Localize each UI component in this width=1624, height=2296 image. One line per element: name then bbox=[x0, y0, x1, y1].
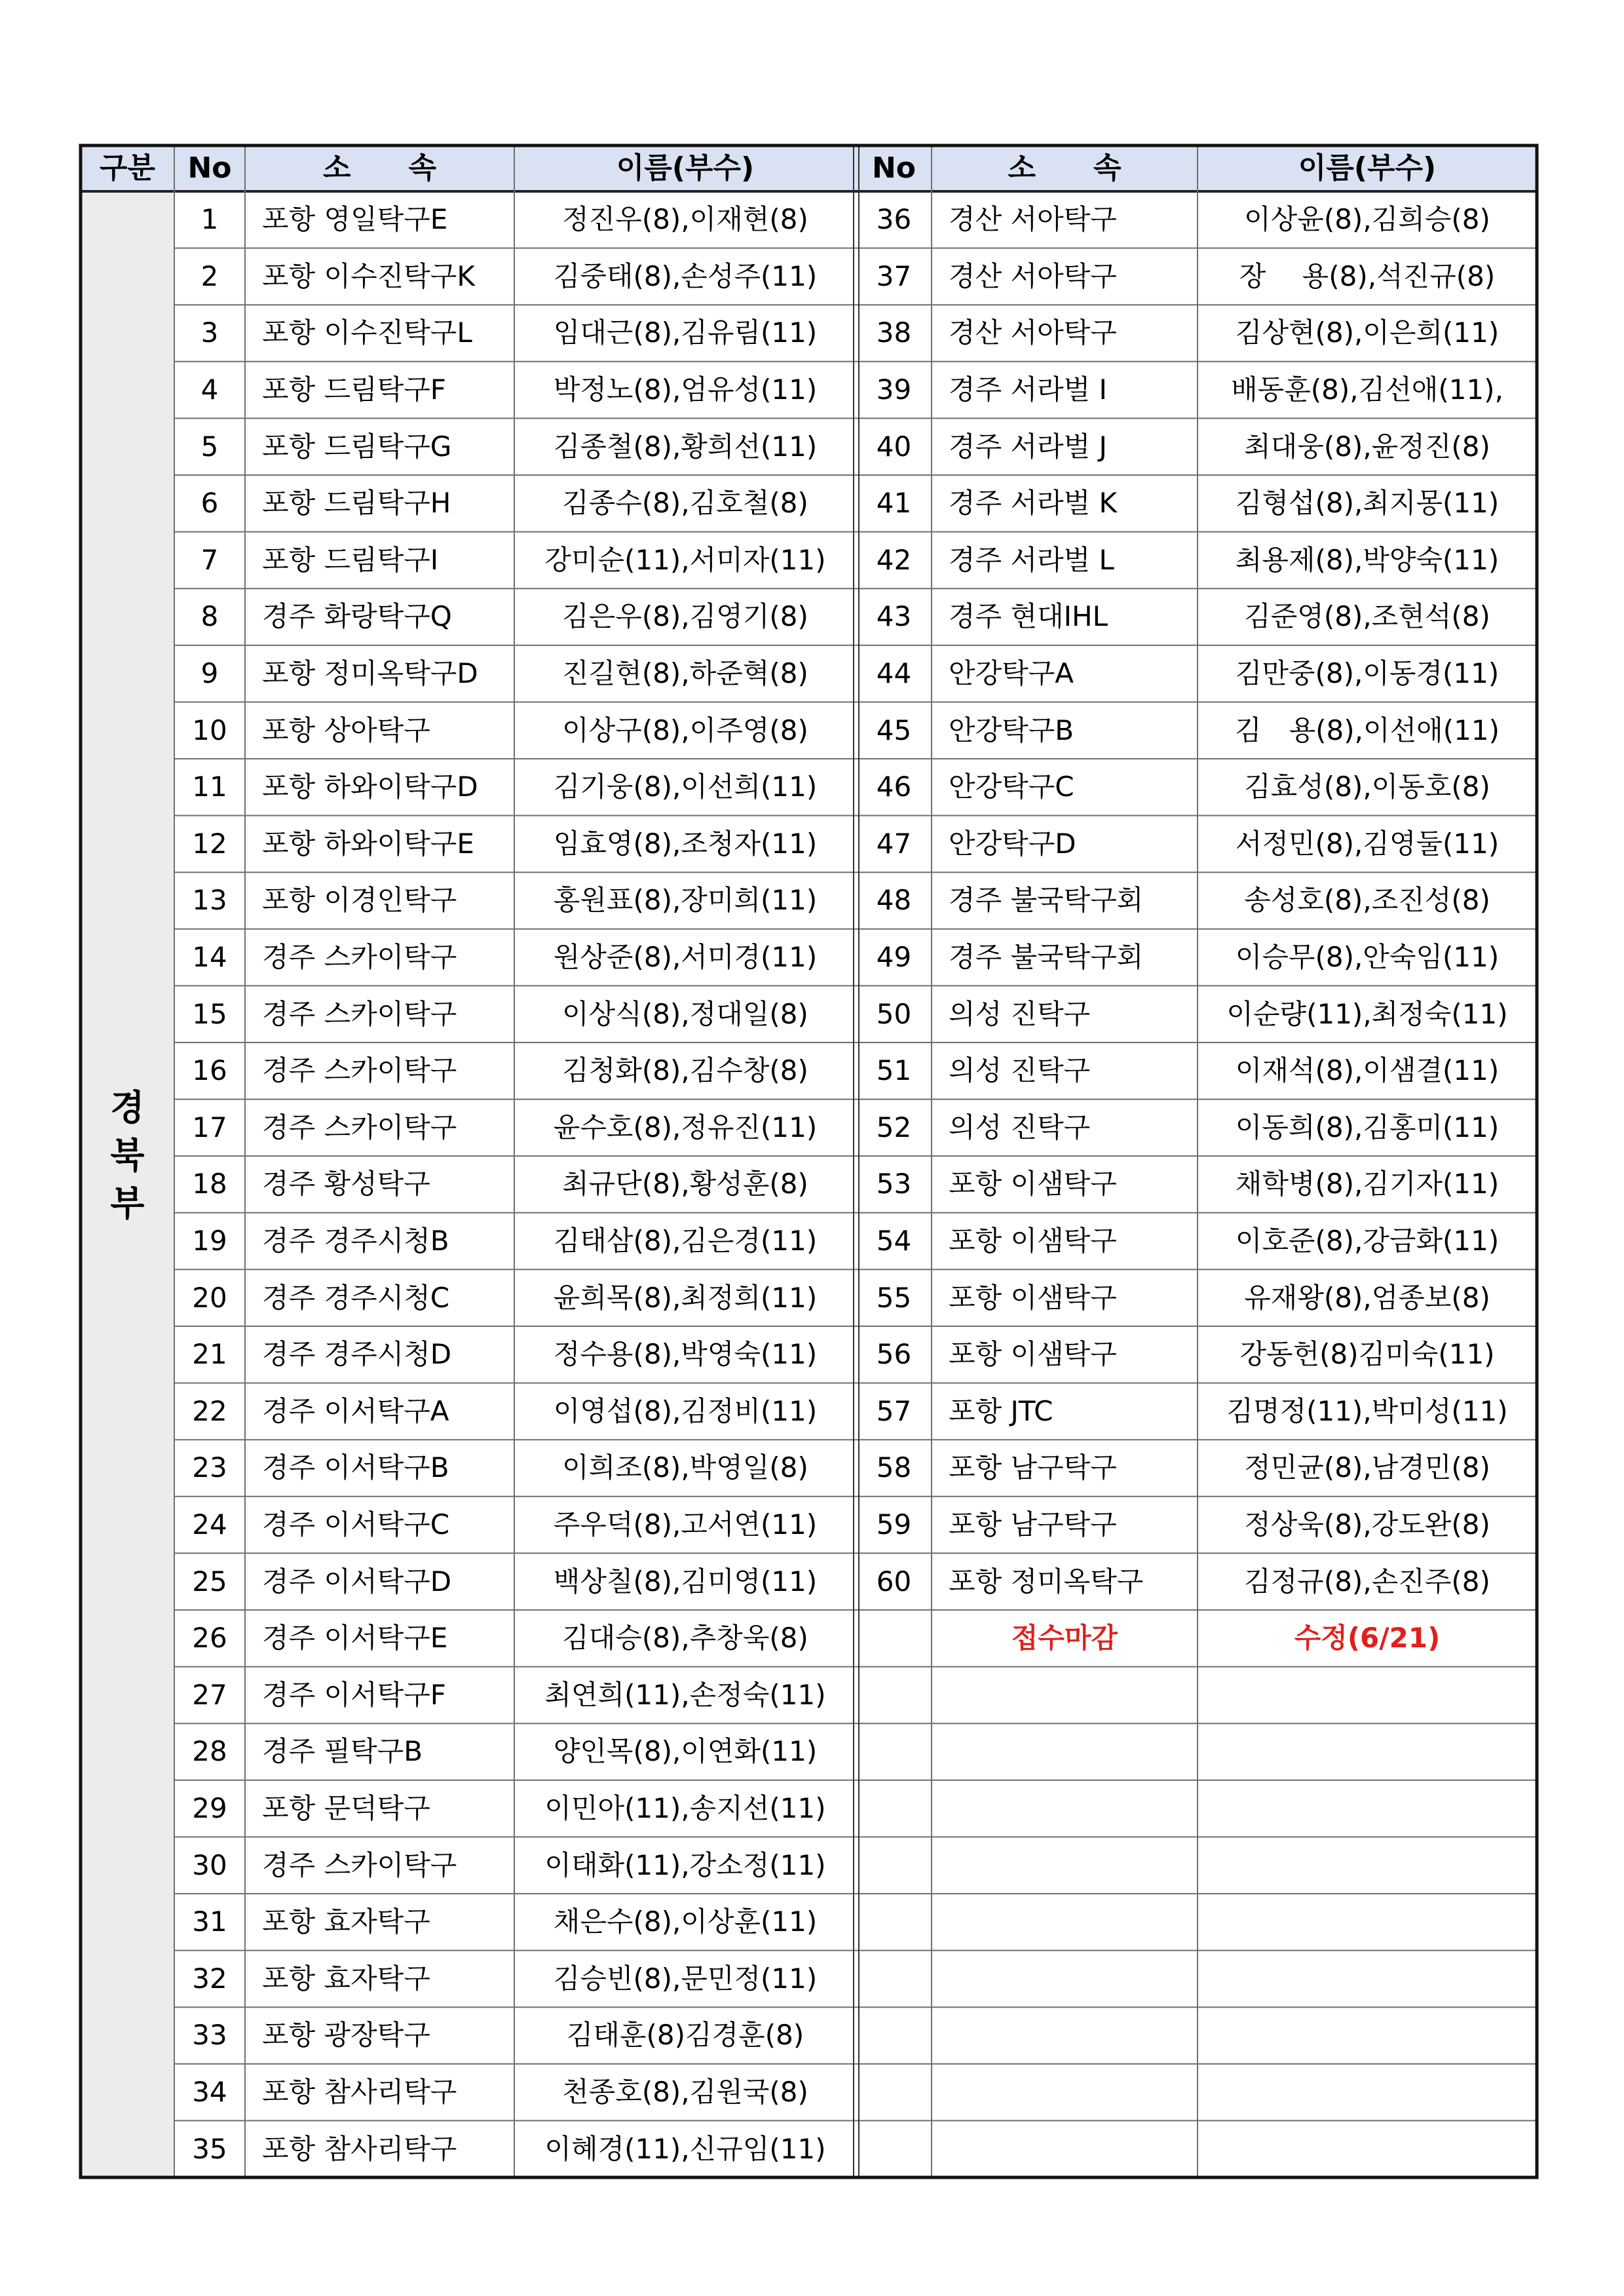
player-names: 이영섭(8),김정비(11) bbox=[553, 1394, 818, 1427]
row-number: 25 bbox=[192, 1565, 227, 1598]
club-name: 포항 남구탁구 bbox=[949, 1508, 1117, 1541]
club-name: 경주 화랑탁구Q bbox=[262, 600, 452, 633]
row-number: 41 bbox=[876, 487, 912, 520]
row-number: 39 bbox=[876, 373, 912, 406]
club-name: 포항 이수진탁구L bbox=[262, 316, 472, 349]
player-names: 천종호(8),김원국(8) bbox=[562, 2076, 808, 2109]
club-name: 경주 스카이탁구 bbox=[262, 997, 457, 1030]
club-name: 경주 이서탁구F bbox=[262, 1678, 446, 1711]
club-name: 경주 서라벌 J bbox=[949, 430, 1107, 463]
player-names: 이승무(8),안숙임(11) bbox=[1235, 941, 1500, 974]
row-number: 11 bbox=[192, 771, 227, 803]
club-name: 의성 진탁구 bbox=[949, 1111, 1091, 1143]
club-name: 경주 스카이탁구 bbox=[262, 941, 457, 974]
club-name: 포항 하와이탁구E bbox=[262, 827, 474, 860]
header-no: No bbox=[871, 151, 916, 185]
row-number: 14 bbox=[192, 941, 227, 974]
club-name: 의성 진탁구 bbox=[949, 997, 1091, 1030]
player-names: 이혜경(11),신규임(11) bbox=[544, 2132, 826, 2165]
player-names: 백상칠(8),김미영(11) bbox=[553, 1565, 818, 1598]
club-name: 포항 광장탁구 bbox=[262, 2019, 430, 2052]
club-name: 포항 이샘탁구 bbox=[949, 1225, 1117, 1257]
club-name: 경산 서아탁구 bbox=[949, 203, 1117, 236]
row-number: 2 bbox=[200, 259, 219, 292]
row-number: 35 bbox=[192, 2132, 227, 2165]
player-names: 김형섭(8),최지몽(11) bbox=[1235, 487, 1500, 520]
row-number: 12 bbox=[192, 827, 227, 860]
header-names: 이름(부수) bbox=[1298, 151, 1437, 185]
player-names: 홍원표(8),장미희(11) bbox=[553, 884, 818, 917]
club-name: 포항 드림탁구I bbox=[262, 543, 439, 576]
player-names: 최용제(8),박양숙(11) bbox=[1235, 543, 1500, 576]
row-number: 3 bbox=[200, 316, 219, 349]
row-number: 52 bbox=[876, 1111, 912, 1143]
player-names: 김기웅(8),이선희(11) bbox=[553, 771, 818, 803]
club-name: 경주 서라벌 L bbox=[949, 543, 1114, 576]
club-name: 안강탁구A bbox=[949, 657, 1074, 690]
header-no: No bbox=[187, 151, 232, 185]
club-name: 포항 이경인탁구 bbox=[262, 884, 457, 917]
player-names: 이상구(8),이주영(8) bbox=[562, 714, 808, 746]
club-name: 경주 스카이탁구 bbox=[262, 1111, 457, 1143]
player-names: 이태화(11),강소정(11) bbox=[544, 1848, 826, 1881]
club-name: 포항 드림탁구F bbox=[262, 373, 446, 406]
row-number: 19 bbox=[192, 1225, 227, 1257]
club-name: 포항 참사리탁구 bbox=[262, 2076, 457, 2109]
player-names: 이순량(11),최정숙(11) bbox=[1226, 997, 1508, 1030]
row-number: 1 bbox=[200, 203, 219, 236]
header-club: 소 속 bbox=[1008, 151, 1122, 185]
club-name: 경주 서라벌 I bbox=[949, 373, 1107, 406]
row-number: 40 bbox=[876, 430, 912, 463]
row-number: 6 bbox=[200, 487, 219, 520]
player-names: 강미순(11),서미자(11) bbox=[544, 543, 826, 576]
club-name: 포항 드림탁구G bbox=[262, 430, 452, 463]
row-number: 36 bbox=[876, 203, 912, 236]
player-names: 김종수(8),김호철(8) bbox=[562, 487, 808, 520]
row-number: 5 bbox=[200, 430, 219, 463]
row-number: 60 bbox=[876, 1565, 912, 1598]
player-names: 이호준(8),강금화(11) bbox=[1235, 1225, 1500, 1257]
row-number: 15 bbox=[192, 997, 227, 1030]
player-names: 박정노(8),엄유성(11) bbox=[553, 373, 818, 406]
player-names: 이동희(8),김홍미(11) bbox=[1235, 1111, 1500, 1143]
header-club: 소 속 bbox=[322, 151, 436, 185]
row-number: 21 bbox=[192, 1338, 227, 1371]
club-name: 포항 JTC bbox=[949, 1394, 1053, 1427]
club-name: 경주 이서탁구A bbox=[262, 1394, 449, 1427]
club-name: 경주 불국탁구회 bbox=[949, 941, 1144, 974]
player-names: 윤수호(8),정유진(11) bbox=[553, 1111, 818, 1143]
player-names: 김태훈(8)김경훈(8) bbox=[566, 2019, 804, 2052]
row-number: 45 bbox=[876, 714, 912, 746]
row-number: 33 bbox=[192, 2019, 227, 2052]
row-number: 10 bbox=[192, 714, 227, 746]
row-number: 17 bbox=[192, 1111, 227, 1143]
player-names: 김 용(8),이선애(11) bbox=[1235, 714, 1500, 746]
player-names: 주우덕(8),고서연(11) bbox=[553, 1508, 818, 1541]
row-number: 50 bbox=[876, 997, 912, 1030]
club-name: 포항 이샘탁구 bbox=[949, 1168, 1117, 1200]
player-names: 최규단(8),황성훈(8) bbox=[562, 1168, 808, 1200]
player-names: 이상식(8),정대일(8) bbox=[562, 997, 808, 1030]
player-names: 김효성(8),이동호(8) bbox=[1244, 771, 1490, 803]
row-number: 53 bbox=[876, 1168, 912, 1200]
header-names: 이름(부수) bbox=[616, 151, 755, 185]
club-name: 포항 정미옥탁구D bbox=[262, 657, 478, 690]
player-names: 김준영(8),조현석(8) bbox=[1244, 600, 1490, 633]
player-names: 정수용(8),박영숙(11) bbox=[553, 1338, 818, 1371]
row-number: 37 bbox=[876, 259, 912, 292]
player-names: 김정규(8),손진주(8) bbox=[1244, 1565, 1490, 1598]
row-number: 13 bbox=[192, 884, 227, 917]
row-number: 49 bbox=[876, 941, 912, 974]
row-number: 57 bbox=[876, 1394, 912, 1427]
row-number: 55 bbox=[876, 1281, 912, 1314]
row-number: 27 bbox=[192, 1678, 227, 1711]
club-name: 포항 하와이탁구D bbox=[262, 771, 478, 803]
group-label bbox=[81, 1054, 174, 1258]
player-names: 정진우(8),이재현(8) bbox=[562, 203, 808, 236]
club-name: 경주 필탁구B bbox=[262, 1735, 423, 1768]
player-names: 김승빈(8),문민정(11) bbox=[553, 1962, 818, 1995]
player-names: 채은수(8),이상훈(11) bbox=[553, 1905, 818, 1938]
player-names: 배동훈(8),김선애(11), bbox=[1231, 373, 1503, 406]
row-number: 4 bbox=[200, 373, 219, 406]
player-names: 장 용(8),석진규(8) bbox=[1239, 259, 1496, 292]
row-number: 16 bbox=[192, 1054, 227, 1087]
player-names: 이민아(11),송지선(11) bbox=[544, 1792, 826, 1825]
row-number: 48 bbox=[876, 884, 912, 917]
row-number: 59 bbox=[876, 1508, 912, 1541]
group-label-char: 부 bbox=[110, 1182, 145, 1224]
row-number: 9 bbox=[200, 657, 219, 690]
row-number: 34 bbox=[192, 2076, 227, 2109]
player-names: 진길현(8),하준혁(8) bbox=[562, 657, 808, 690]
club-name: 경주 이서탁구E bbox=[262, 1622, 448, 1655]
player-names: 이재석(8),이샘결(11) bbox=[1235, 1054, 1500, 1087]
player-names: 김청화(8),김수창(8) bbox=[562, 1054, 808, 1087]
player-names: 윤희목(8),최정희(11) bbox=[553, 1281, 818, 1314]
club-name: 포항 영일탁구E bbox=[262, 203, 448, 236]
club-name: 경주 스카이탁구 bbox=[262, 1054, 457, 1087]
group-label-char: 경 bbox=[110, 1086, 145, 1128]
revision-date-label: 수정(6/21) bbox=[1294, 1622, 1441, 1655]
player-names: 원상준(8),서미경(11) bbox=[553, 941, 818, 974]
club-name: 경주 경주시청C bbox=[262, 1281, 450, 1314]
club-name: 경주 이서탁구B bbox=[262, 1451, 449, 1484]
player-names: 송성호(8),조진성(8) bbox=[1244, 884, 1490, 917]
row-number: 26 bbox=[192, 1622, 227, 1655]
row-number: 51 bbox=[876, 1054, 912, 1087]
row-number: 32 bbox=[192, 1962, 227, 1995]
player-names: 김중태(8),손성주(11) bbox=[553, 259, 818, 292]
player-names: 김만중(8),이동경(11) bbox=[1235, 657, 1500, 690]
row-number: 30 bbox=[192, 1848, 227, 1881]
player-names: 임대근(8),김유림(11) bbox=[553, 316, 818, 349]
club-name: 경주 현대IHL bbox=[949, 600, 1108, 633]
row-number: 42 bbox=[876, 543, 912, 576]
club-name: 경주 경주시청D bbox=[262, 1338, 452, 1371]
row-number: 7 bbox=[200, 543, 219, 576]
club-name: 안강탁구C bbox=[949, 771, 1074, 803]
row-number: 29 bbox=[192, 1792, 227, 1825]
club-name: 경주 이서탁구D bbox=[262, 1565, 452, 1598]
player-names: 강동헌(8)김미숙(11) bbox=[1239, 1338, 1495, 1371]
row-number: 38 bbox=[876, 316, 912, 349]
row-number: 58 bbox=[876, 1451, 912, 1484]
group-label-char: 북 bbox=[110, 1134, 145, 1176]
player-names: 최연희(11),손정숙(11) bbox=[544, 1678, 826, 1711]
player-names: 김명정(11),박미성(11) bbox=[1226, 1394, 1508, 1427]
player-names: 임효영(8),조청자(11) bbox=[553, 827, 818, 860]
player-names: 김은우(8),김영기(8) bbox=[562, 600, 808, 633]
row-number: 18 bbox=[192, 1168, 227, 1200]
player-names: 김태삼(8),김은경(11) bbox=[553, 1225, 818, 1257]
club-name: 안강탁구D bbox=[949, 827, 1076, 860]
player-names: 이희조(8),박영일(8) bbox=[562, 1451, 808, 1484]
club-name: 포항 남구탁구 bbox=[949, 1451, 1117, 1484]
club-name: 경주 불국탁구회 bbox=[949, 884, 1144, 917]
club-name: 포항 효자탁구 bbox=[262, 1962, 430, 1995]
club-name: 경산 서아탁구 bbox=[949, 316, 1117, 349]
row-number: 24 bbox=[192, 1508, 227, 1541]
club-name: 포항 효자탁구 bbox=[262, 1905, 430, 1938]
player-names: 이상윤(8),김희승(8) bbox=[1244, 203, 1490, 236]
player-names: 최대웅(8),윤정진(8) bbox=[1244, 430, 1490, 463]
club-name: 포항 드림탁구H bbox=[262, 487, 451, 520]
club-name: 경주 스카이탁구 bbox=[262, 1848, 457, 1881]
player-names: 김종철(8),황희선(11) bbox=[553, 430, 818, 463]
player-names: 정민균(8),남경민(8) bbox=[1244, 1451, 1490, 1484]
club-name: 경주 경주시청B bbox=[262, 1225, 449, 1257]
registration-closed-label: 접수마감 bbox=[1011, 1622, 1118, 1655]
player-names: 채학병(8),김기자(11) bbox=[1235, 1168, 1500, 1200]
row-number: 44 bbox=[876, 657, 912, 690]
club-name: 포항 상아탁구 bbox=[262, 714, 430, 746]
club-name: 경주 황성탁구 bbox=[262, 1168, 430, 1200]
player-names: 유재왕(8),엄종보(8) bbox=[1244, 1281, 1490, 1314]
club-name: 경주 서라벌 K bbox=[949, 487, 1118, 520]
club-name: 포항 문덕탁구 bbox=[262, 1792, 430, 1825]
row-number: 47 bbox=[876, 827, 912, 860]
player-names: 양인목(8),이연화(11) bbox=[553, 1735, 818, 1768]
row-number: 56 bbox=[876, 1338, 912, 1371]
row-number: 46 bbox=[876, 771, 912, 803]
club-name: 포항 이수진탁구K bbox=[262, 259, 475, 292]
row-number: 23 bbox=[192, 1451, 227, 1484]
player-names: 서정민(8),김영둘(11) bbox=[1235, 827, 1500, 860]
club-name: 포항 이샘탁구 bbox=[949, 1281, 1117, 1314]
club-name: 포항 이샘탁구 bbox=[949, 1338, 1117, 1371]
row-number: 22 bbox=[192, 1394, 227, 1427]
header-group: 구분 bbox=[99, 151, 155, 185]
club-name: 안강탁구B bbox=[949, 714, 1074, 746]
row-number: 31 bbox=[192, 1905, 227, 1938]
club-name: 포항 참사리탁구 bbox=[262, 2132, 457, 2165]
player-names: 정상욱(8),강도완(8) bbox=[1244, 1508, 1490, 1541]
row-number: 54 bbox=[876, 1225, 912, 1257]
row-number: 28 bbox=[192, 1735, 227, 1768]
row-number: 20 bbox=[192, 1281, 227, 1314]
club-name: 경산 서아탁구 bbox=[949, 259, 1117, 292]
row-number: 43 bbox=[876, 600, 912, 633]
club-name: 경주 이서탁구C bbox=[262, 1508, 450, 1541]
club-name: 포항 정미옥탁구 bbox=[949, 1565, 1144, 1598]
row-number: 8 bbox=[200, 600, 219, 633]
player-names: 김상현(8),이은희(11) bbox=[1235, 316, 1500, 349]
club-name: 의성 진탁구 bbox=[949, 1054, 1091, 1087]
player-names: 김대승(8),추창욱(8) bbox=[562, 1622, 808, 1655]
